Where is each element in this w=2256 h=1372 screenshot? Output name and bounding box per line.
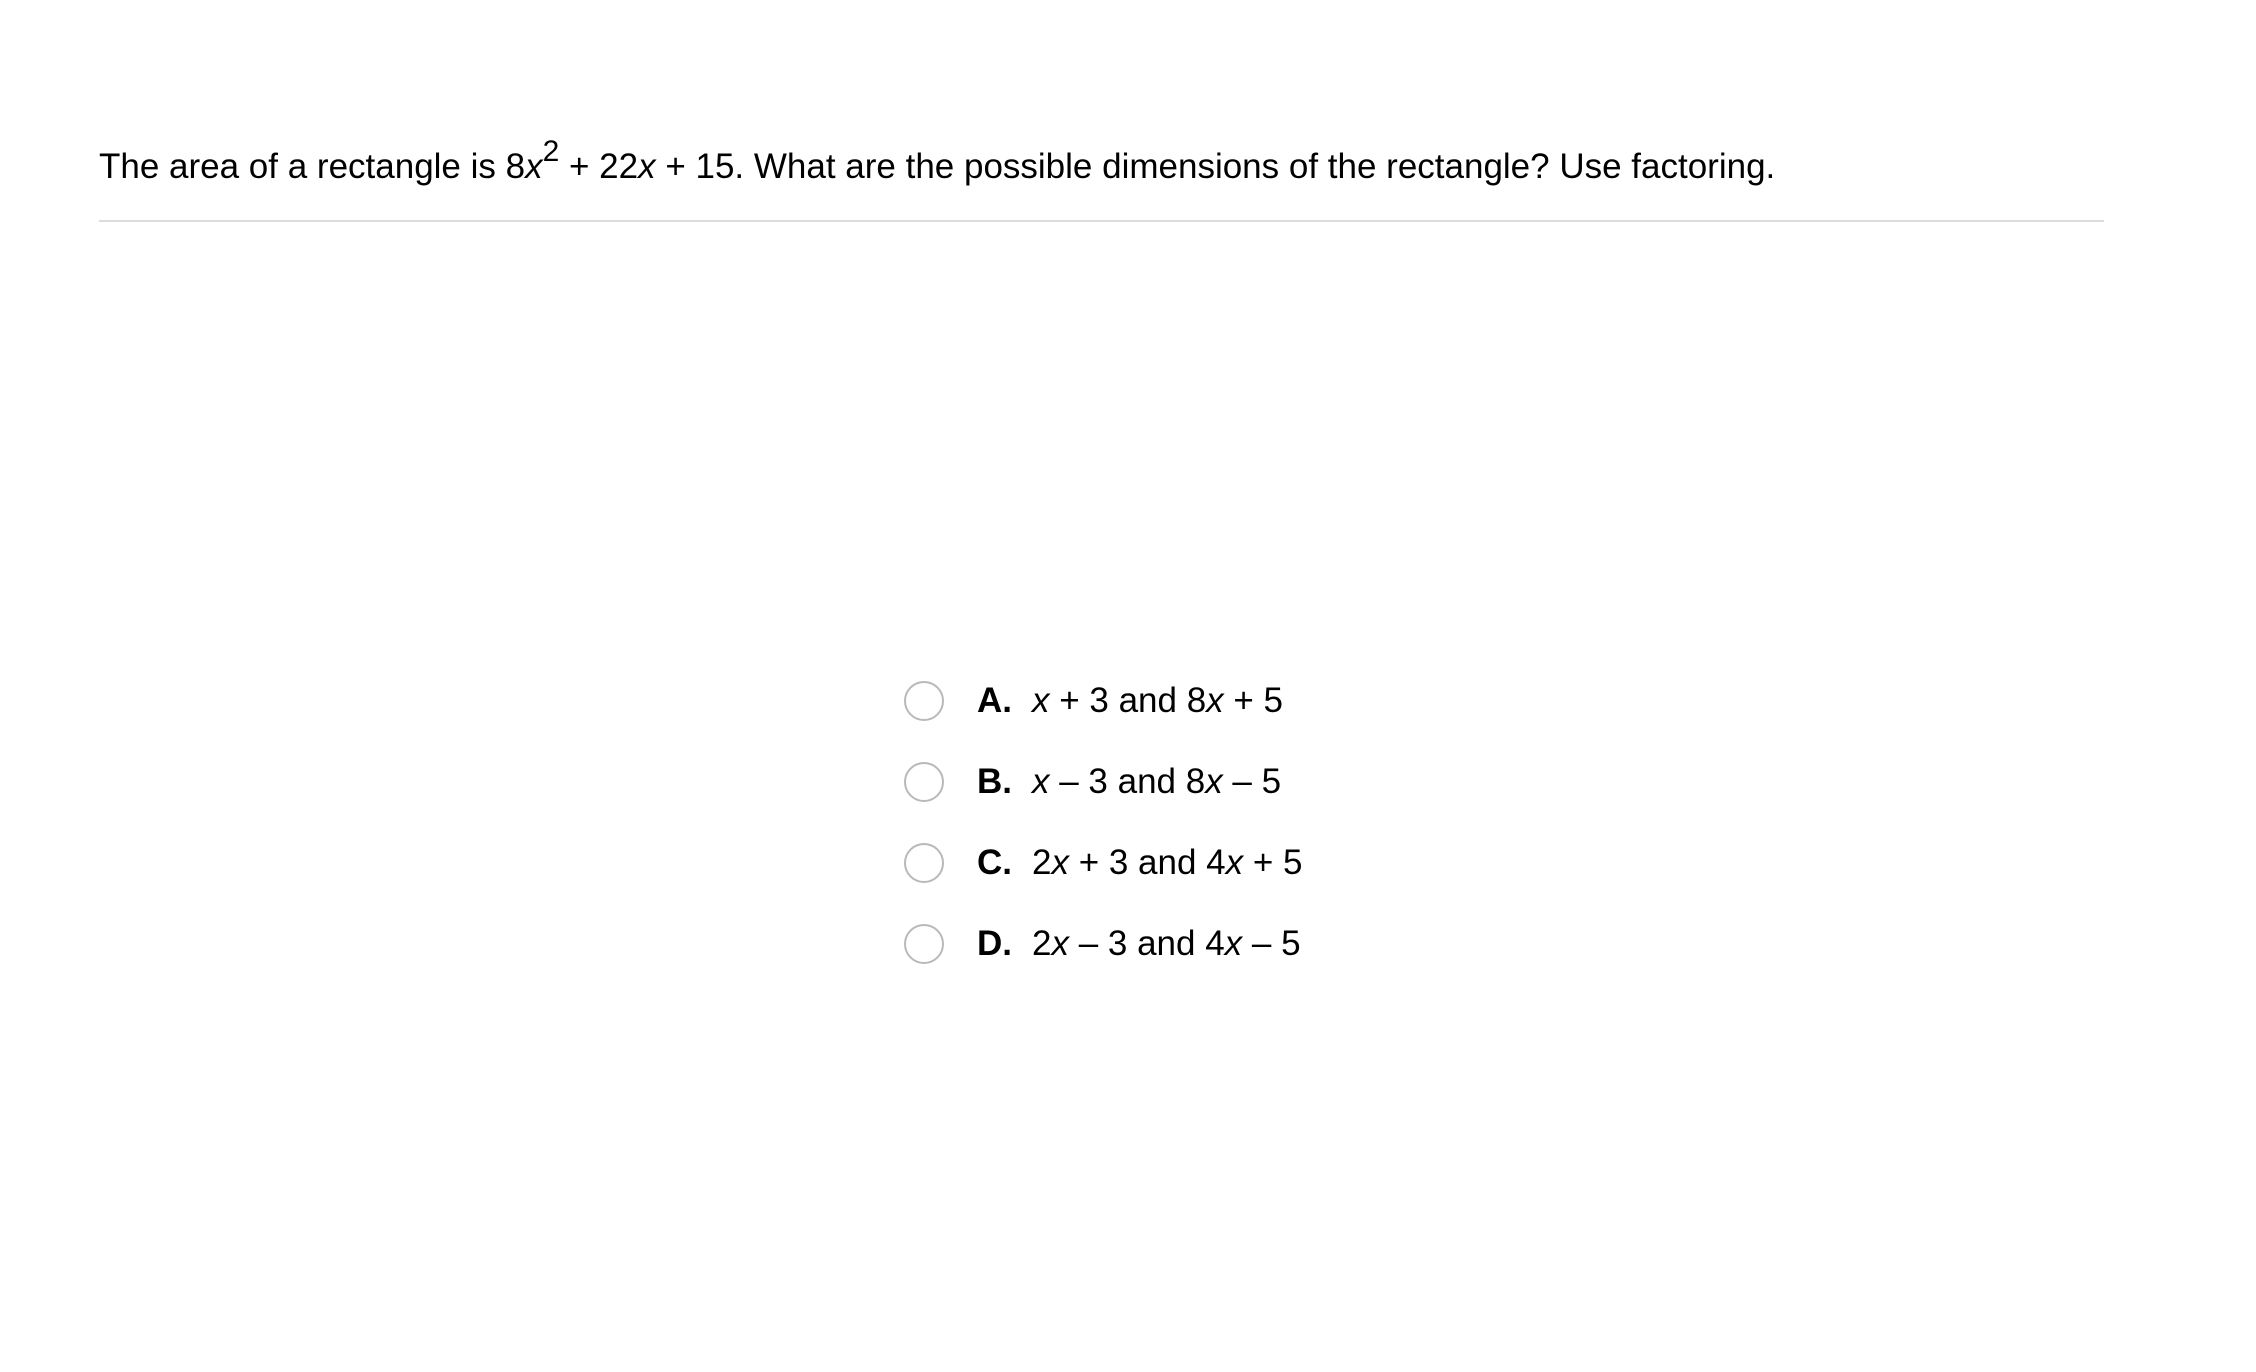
choice-c-letter: C. xyxy=(977,843,1012,882)
choice-d[interactable] xyxy=(904,922,1303,1003)
choice-a-text[interactable]: x + 3 and 8x + 5 xyxy=(1032,681,1284,720)
radio-button-a-icon[interactable] xyxy=(904,681,944,721)
question-var-x-2: x xyxy=(638,147,656,186)
choice-d-text[interactable]: 2x – 3 and 4x – 5 xyxy=(1032,924,1301,963)
choice-c[interactable] xyxy=(904,841,1303,922)
choice-a[interactable] xyxy=(904,679,1303,760)
choice-b-text[interactable]: x – 3 and 8x – 5 xyxy=(1032,762,1282,801)
question-post: + 15. What are the possible dimensions of the rectangle? Use factoring. xyxy=(655,147,1776,186)
choice-d-letter: D. xyxy=(977,924,1012,963)
question-pre: The area of a rectangle is 8 xyxy=(99,147,526,186)
radio-button-d-icon[interactable] xyxy=(904,924,944,964)
question-divider xyxy=(99,220,2104,222)
radio-button-b-icon[interactable] xyxy=(904,762,944,802)
question-var-x: x xyxy=(525,147,543,186)
question-exponent: 2 xyxy=(542,135,560,169)
choice-a-letter: A. xyxy=(977,681,1012,720)
choice-b[interactable] xyxy=(904,760,1303,841)
radio-button-c-icon[interactable] xyxy=(904,843,944,883)
answer-choices xyxy=(904,679,1303,1003)
choice-c-text[interactable]: 2x + 3 and 4x + 5 xyxy=(1032,843,1303,882)
question-mid: + 22 xyxy=(559,147,639,186)
question-text xyxy=(99,135,1776,194)
choice-b-letter: B. xyxy=(977,762,1012,801)
